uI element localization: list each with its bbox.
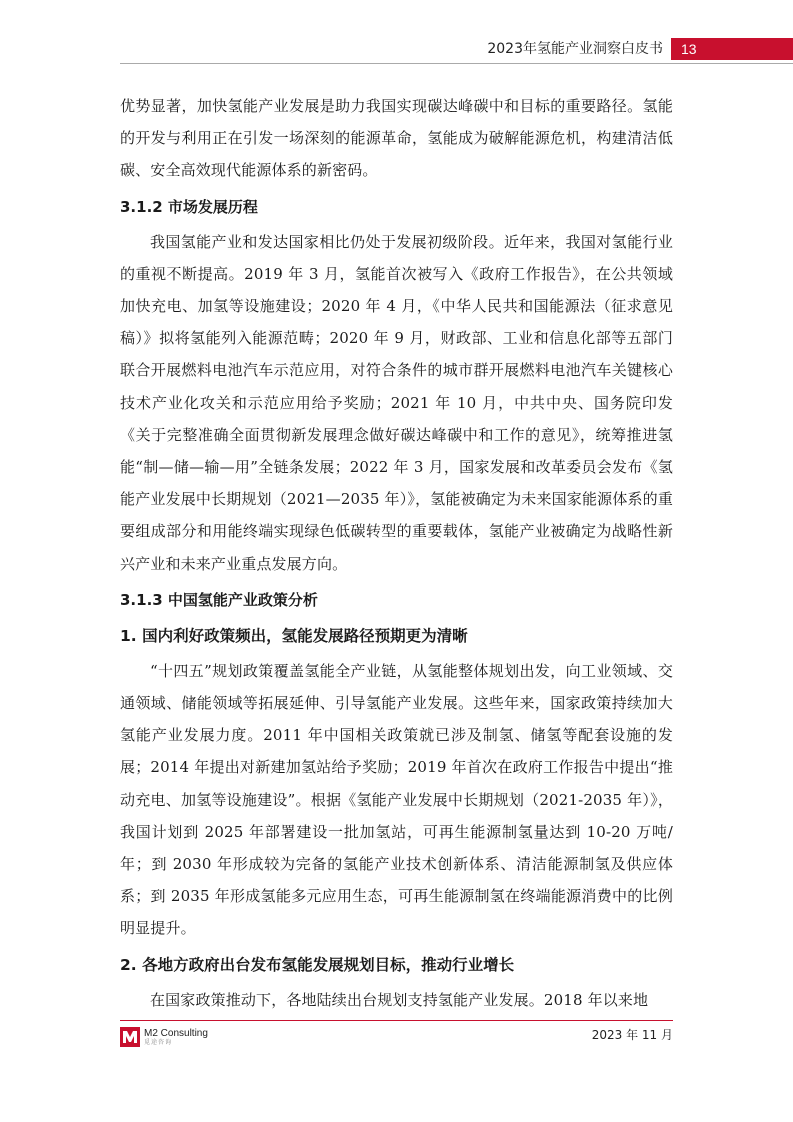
national-policy-paragraph: “十四五”规划政策覆盖氢能全产业链，从氢能整体规划出发，向工业领域、交通领域、储能领域等拓展延伸、引导氢能产业发展。这些年来，国家政策持续加大氢能产业发展力度。2011 年中国相关政策就已涉及制氢、储氢等配套设施的发展；2014 年提出对新建加氢站给予奖励；2019 年首次在政府工作报告中提出“推动充电、加氢等设施建设”。根据《氢能产业发展中长期规划（2021-2035 年）》，我国计划到 2025 年部署建设一批加氢站，可再生能源制氢量达到 10-20 万吨/年；到 2030 年形成较为完备的氢能产业技术创新体系、清洁能源制氢及供应体系；到 2035 年形成氢能多元应用生态，可再生能源制氢在终端能源消费中的比例明显提升。 [120, 661, 673, 938]
subheading-national-policy: 1. 国内利好政策频出，氢能发展路径预期更为清晰 [120, 626, 468, 645]
footer-logo [120, 1025, 208, 1049]
page-body [120, 90, 673, 1016]
header-divider [120, 63, 793, 64]
page-number-badge: 13 [671, 38, 793, 60]
intro-paragraph: 优势显著，加快氢能产业发展是助力我国实现碳达峰碳中和目标的重要路径。氢能的开发与利用正在引发一场深刻的能源革命，氢能成为破解能源危机，构建清洁低碳、安全高效现代能源体系的新密码。 [120, 97, 673, 180]
section-heading-market-history: 3.1.2 市场发展历程 [120, 197, 258, 216]
subheading-local-policy: 2. 各地方政府出台发布氢能发展规划目标，推动行业增长 [120, 955, 515, 974]
market-history-paragraph: 我国氢能产业和发达国家相比仍处于发展初级阶段。近年来，我国对氢能行业的重视不断提高。2019 年 3 月，氢能首次被写入《政府工作报告》，在公共领域加快充电、加氢等设施建设；2020 年 4 月，《中华人民共和国能源法（征求意见稿）》拟将氢能列入能源范畴；2020 年 9 月，财政部、工业和信息化部等五部门联合开展燃料电池汽车示范应用，对符合条件的城市群开展燃料电池汽车关键核心技术产业化攻关和示范应用给予奖励；2021 年 10 月，中共中央、国务院印发《关于完整准确全面贯彻新发展理念做好碳达峰碳中和工作的意见》，统筹推进氢能“制—储—输—用”全链条发展；2022 年 3 月，国家发展和改革委员会发布《氢能产业发展中长期规划（2021—2035 年）》，氢能被确定为未来国家能源体系的重要组成部分和用能终端实现绿色低碳转型的重要载体，氢能产业被确定为战略性新兴产业和未来产业重点发展方向。 [120, 232, 673, 573]
page-header [470, 38, 793, 60]
section-heading-policy-analysis: 3.1.3 中国氢能产业政策分析 [120, 590, 318, 609]
publication-date: 2023 年 11 月 [591, 1028, 673, 1042]
local-policy-paragraph: 在国家政策推动下，各地陆续出台规划支持氢能产业发展。2018 年以来地 [150, 990, 649, 1009]
footer-divider [120, 1020, 673, 1021]
document-title: 2023年氢能产业洞察白皮书 [487, 41, 663, 57]
logo-name: M2 Consulting [144, 1027, 208, 1039]
logo-subtitle: 觅途咨询 [144, 1038, 173, 1046]
m2-logo-icon [120, 1027, 140, 1047]
